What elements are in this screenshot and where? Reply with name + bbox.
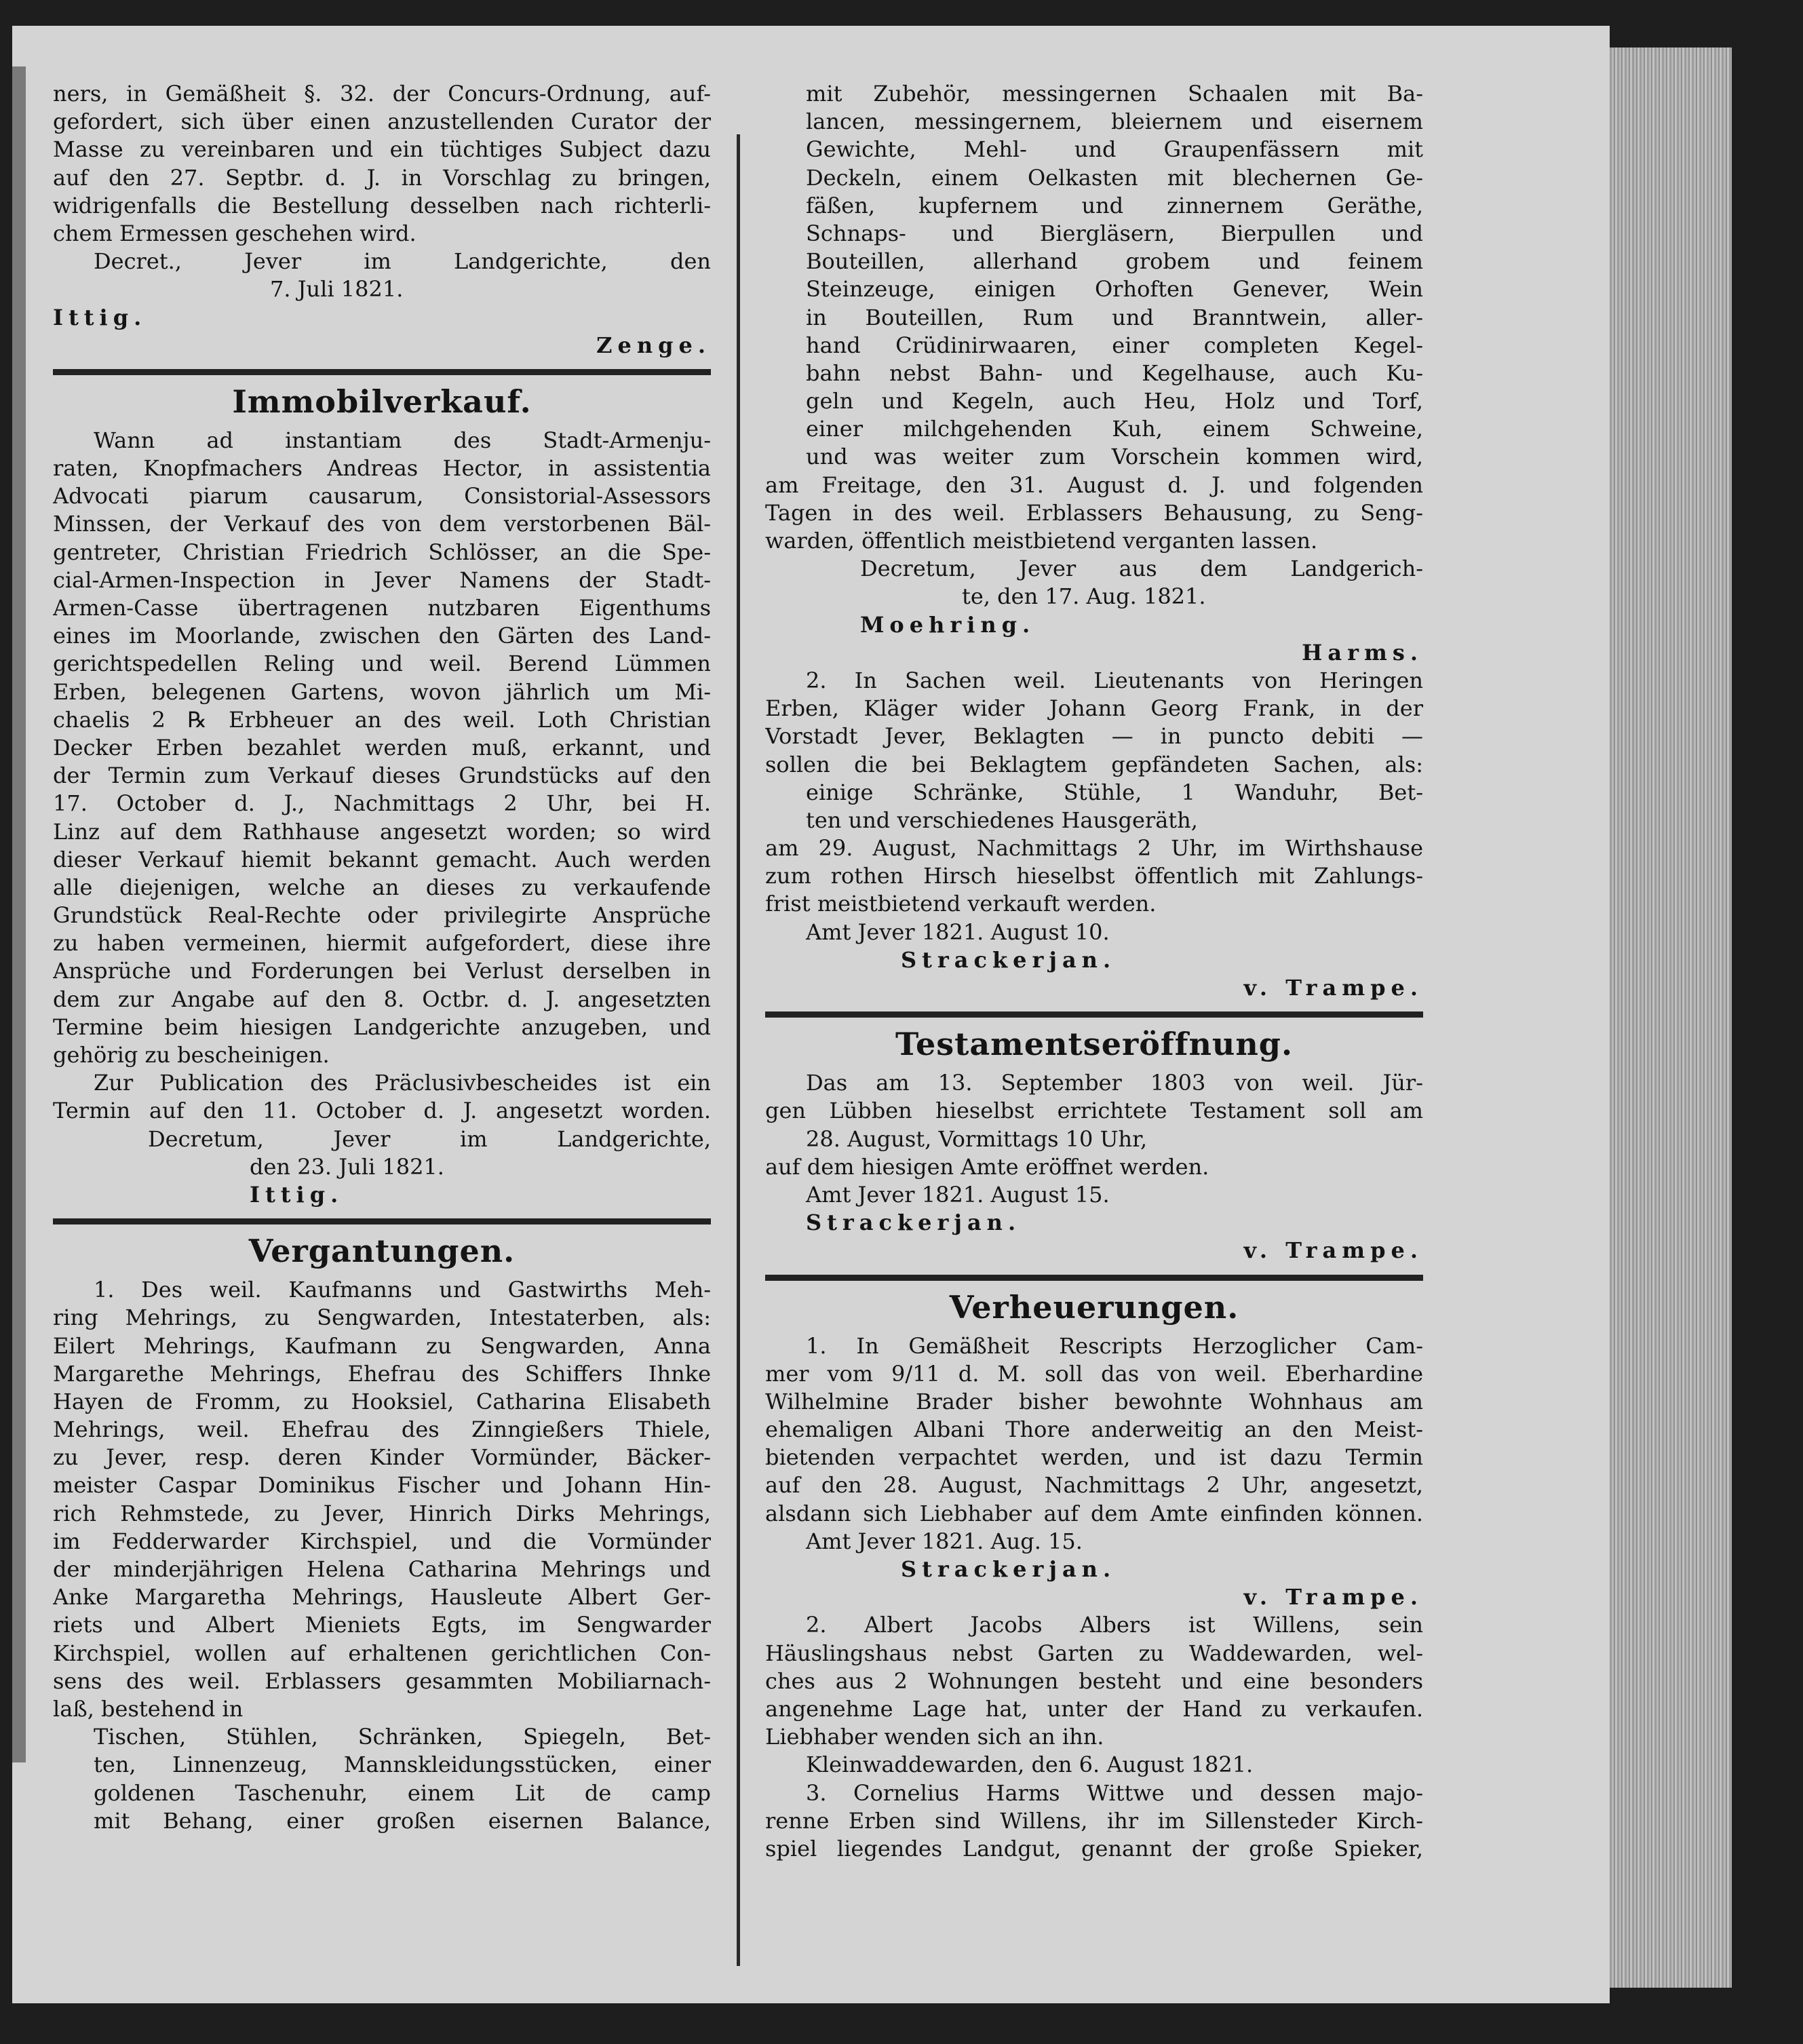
decree-date: te, den 17. Aug. 1821. bbox=[962, 583, 1206, 610]
text-line: 2. In Sachen weil. Lieutenants von Heringen bbox=[806, 667, 1423, 693]
signature: Moehring. bbox=[860, 611, 1036, 638]
text-line: frist meistbietend verkauft werden. bbox=[765, 891, 1157, 917]
decree-line: Decretum, Jever aus dem Landgerich- bbox=[860, 556, 1423, 582]
item-line: goldenen Taschenuhr, einem Lit de camp bbox=[94, 1779, 711, 1806]
notice-item-2 bbox=[765, 667, 1423, 1002]
text-line: Wann ad instantiam des Stadt-Armenju- bbox=[94, 427, 711, 453]
text-line: Eilert Mehrings, Kaufmann zu Sengwarden, Anna bbox=[53, 1332, 711, 1359]
text-line: chaelis 2 ℞ Erbheuer an des weil. Loth Christian bbox=[53, 706, 711, 733]
book-page-edges bbox=[1610, 47, 1732, 1988]
text-line: Hayen de Fromm, zu Hooksiel, Catharina Elisabeth bbox=[53, 1388, 711, 1414]
item-line: Gewichte, Mehl- und Graupenfässern mit bbox=[806, 136, 1423, 163]
text-line: eines im Moorlande, zwischen den Gärten des Land- bbox=[53, 623, 711, 649]
text-line: auf den 28. August, Nachmittags 2 Uhr, angesetzt, bbox=[765, 1472, 1423, 1499]
section-heading: Testamentseröffnung. bbox=[895, 1026, 1293, 1063]
section-heading: Immobilverkauf. bbox=[232, 383, 532, 420]
signature: Strackerjan. bbox=[901, 1556, 1117, 1582]
item-line: Deckeln, einem Oelkasten mit blechernen Ge- bbox=[806, 164, 1423, 191]
signature: Ittig. bbox=[250, 1181, 344, 1208]
text-line: Anke Margaretha Mehrings, Hausleute Albert Ger- bbox=[53, 1584, 711, 1611]
item-line: Schnaps- und Biergläsern, Bierpullen und bbox=[806, 220, 1423, 246]
column-divider bbox=[737, 134, 740, 1966]
office-line: Amt Jever 1821. August 15. bbox=[806, 1181, 1110, 1208]
text-line: der Termin zum Verkauf dieses Grundstücks auf den bbox=[53, 763, 711, 789]
text-line: Mehrings, weil. Ehefrau des Zinngießers Thiele, bbox=[53, 1416, 711, 1443]
item-line: einige Schränke, Stühle, 1 Wanduhr, Bet- bbox=[806, 779, 1423, 805]
text-line: auf dem hiesigen Amte eröffnet werden. bbox=[765, 1153, 1209, 1180]
signature: v. Trampe. bbox=[1243, 1584, 1423, 1611]
text-line: rich Rehmstede, zu Jever, Hinrich Dirks Mehrings, bbox=[53, 1500, 711, 1526]
text-line: Advocati piarum causarum, Consistorial-Assessors bbox=[53, 483, 711, 509]
decree-line: Decret., Jever im Landgerichte, den bbox=[94, 248, 711, 275]
text-line: dem zur Angabe auf den 8. Octbr. d. J. angesetzten bbox=[53, 986, 711, 1012]
section-verheuerungen bbox=[765, 1288, 1423, 1864]
signature: Zenge. bbox=[596, 332, 711, 358]
text-line: 1. In Gemäßheit Rescripts Herzoglicher Cam- bbox=[806, 1332, 1423, 1359]
text-line: Vorstadt Jever, Beklagten — in puncto debiti — bbox=[765, 723, 1423, 750]
text-line: auf den 27. Septbr. d. J. in Vorschlag zu bringen, bbox=[53, 164, 711, 191]
section-heading: Verheuerungen. bbox=[949, 1288, 1239, 1326]
text-line: raten, Knopfmachers Andreas Hector, in assistentia bbox=[53, 455, 711, 482]
text-line: alle diejenigen, welche an dieses zu verkaufende bbox=[53, 874, 711, 900]
text-line: mer vom 9/11 d. M. soll das von weil. Eberhardine bbox=[765, 1360, 1423, 1387]
item-line: einer milchgehenden Kuh, einem Schweine, bbox=[806, 416, 1423, 442]
section-testamentseroeffnung bbox=[765, 1024, 1423, 1265]
text-line: ners, in Gemäßheit §. 32. der Concurs-Ordnung, auf- bbox=[53, 81, 711, 107]
text-line: Termine beim hiesigen Landgerichte anzugeben, und bbox=[53, 1014, 711, 1040]
text-line: Armen-Casse übertragenen nutzbaren Eigenthums bbox=[53, 595, 711, 621]
left-column bbox=[53, 80, 711, 1835]
section-vergantungen bbox=[53, 1231, 711, 1835]
item-line: Bouteillen, allerhand grobem und feinem bbox=[806, 248, 1423, 275]
text-line: angenehme Lage hat, unter der Hand zu verkaufen. bbox=[765, 1695, 1423, 1722]
signature: v. Trampe. bbox=[1243, 975, 1423, 1001]
text-line: im Fedderwarder Kirchspiel, und die Vormünder bbox=[53, 1528, 711, 1554]
intro-paragraph bbox=[53, 80, 711, 248]
text-line: Termin auf den 11. October d. J. angesetzt worden. bbox=[53, 1098, 711, 1124]
text-line: Häuslingshaus nebst Garten zu Waddewarden, wel- bbox=[765, 1640, 1423, 1666]
section-rule bbox=[53, 369, 711, 375]
text-line: gentreter, Christian Friedrich Schlösser, an die Spe- bbox=[53, 539, 711, 565]
item-line: fäßen, kupfernem und zinnernem Geräthe, bbox=[806, 192, 1423, 218]
item-line: in Bouteillen, Rum und Branntwein, aller- bbox=[806, 304, 1423, 330]
text-line: renne Erben sind Willens, ihr im Sillensteder Kirch- bbox=[765, 1807, 1423, 1834]
text-line: 1. Des weil. Kaufmanns und Gastwirths Meh- bbox=[94, 1277, 711, 1303]
text-line: laß, bestehend in bbox=[53, 1695, 244, 1722]
text-line: sens des weil. Erblassers gesammten Mobiliarnach- bbox=[53, 1667, 711, 1694]
item-line: ten und verschiedenes Hausgeräth, bbox=[806, 807, 1198, 833]
text-line: Margarethe Mehrings, Ehefrau des Schiffers Ihnke bbox=[53, 1360, 711, 1387]
section-rule bbox=[765, 1275, 1423, 1281]
section-rule bbox=[53, 1218, 711, 1225]
text-line: zu haben vermeinen, hiermit aufgefordert, diese ihre bbox=[53, 930, 711, 957]
text-line: Das am 13. September 1803 von weil. Jür- bbox=[806, 1070, 1423, 1096]
text-line: zum rothen Hirsch hieselbst öffentlich mit Zahlungs- bbox=[765, 863, 1423, 889]
page-shadow-strip bbox=[12, 66, 26, 1762]
item-line: geln und Kegeln, auch Heu, Holz und Torf, bbox=[806, 388, 1423, 414]
signature: Strackerjan. bbox=[806, 1210, 1022, 1236]
text-line: Minssen, der Verkauf des von dem verstorbenen Bäl- bbox=[53, 511, 711, 537]
item-line: lancen, messingernem, bleiernem und eisernem bbox=[806, 109, 1423, 135]
item-line: hand Crüdinirwaaren, einer completen Kegel- bbox=[806, 332, 1423, 358]
text-line: meister Caspar Dominikus Fischer und Johann Hin- bbox=[53, 1472, 711, 1499]
text-line: 2. Albert Jacobs Albers ist Willens, sein bbox=[806, 1612, 1423, 1638]
text-line: Liebhaber wenden sich an ihn. bbox=[765, 1724, 1104, 1750]
right-column bbox=[765, 80, 1423, 1863]
text-line: cial-Armen-Inspection in Jever Namens der Stadt- bbox=[53, 566, 711, 593]
decree-date: 7. Juli 1821. bbox=[270, 276, 404, 303]
text-line: Ansprüche und Forderungen bei Verlust derselben in bbox=[53, 958, 711, 984]
section-rule bbox=[765, 1011, 1423, 1018]
item-line: Tischen, Stühlen, Schränken, Spiegeln, Bet- bbox=[94, 1724, 711, 1750]
text-line: warden, öffentlich meistbietend verganten lassen. bbox=[765, 528, 1318, 554]
text-line: Zur Publication des Präclusivbescheides ist ein bbox=[94, 1070, 711, 1096]
text-line: Decker Erben bezahlet werden muß, erkannt, und bbox=[53, 734, 711, 760]
item-line: ten, Linnenzeug, Mannskleidungsstücken, einer bbox=[94, 1752, 711, 1778]
text-line: ehemaligen Albani Thore anderweitig an den Meist- bbox=[765, 1416, 1423, 1443]
text-line: gerichtspedellen Reling und weil. Berend Lümmen bbox=[53, 651, 711, 677]
item-line: Steinzeuge, einigen Orhoften Genever, Wein bbox=[806, 276, 1423, 303]
text-line: riets und Albert Mieniets Egts, im Sengwarder bbox=[53, 1612, 711, 1638]
text-line: spiel liegendes Landgut, genannt der große Spieker, bbox=[765, 1835, 1423, 1862]
text-line: Tagen in des weil. Erblassers Behausung, zu Seng- bbox=[765, 499, 1423, 526]
section-immobilverkauf bbox=[53, 382, 711, 1209]
item-line: bahn nebst Bahn- und Kegelhause, auch Ku- bbox=[806, 360, 1423, 386]
office-line: Amt Jever 1821. Aug. 15. bbox=[806, 1528, 1083, 1554]
text-line: der minderjährigen Helena Catharina Mehrings und bbox=[53, 1556, 711, 1582]
item-line: mit Behang, einer großen eisernen Balance, bbox=[94, 1807, 711, 1834]
signature: Strackerjan. bbox=[901, 946, 1117, 973]
newspaper-page bbox=[12, 26, 1610, 2003]
text-line: ches aus 2 Wohnungen besteht und eine besonders bbox=[765, 1667, 1423, 1694]
text-line: am Freitage, den 31. August d. J. und folgenden bbox=[765, 471, 1423, 498]
text-line: 17. October d. J., Nachmittags 2 Uhr, bei H. bbox=[53, 790, 711, 817]
text-line: alsdann sich Liebhaber auf dem Amte einfinden können. bbox=[765, 1500, 1423, 1526]
text-line: 3. Cornelius Harms Wittwe und dessen majo- bbox=[806, 1779, 1423, 1806]
office-line: Amt Jever 1821. August 10. bbox=[806, 919, 1110, 945]
section-heading: Vergantungen. bbox=[248, 1233, 516, 1270]
text-line: gen Lübben hieselbst errichtete Testament soll am bbox=[765, 1098, 1423, 1124]
text-line: bietenden verpachtet werden, und ist dazu Termin bbox=[765, 1444, 1423, 1471]
text-line: Grundstück Real-Rechte oder privilegirte Ansprüche bbox=[53, 902, 711, 929]
item-line: und was weiter zum Vorschein kommen wird, bbox=[806, 444, 1423, 470]
decree-line: Decretum, Jever im Landgerichte, bbox=[148, 1125, 711, 1152]
text-line: Masse zu vereinbaren und ein tüchtiges Subject dazu bbox=[53, 136, 711, 163]
text-line: dieser Verkauf hiemit bekannt gemacht. Auch werden bbox=[53, 846, 711, 872]
text-line: gefordert, sich über einen anzustellenden Curator der bbox=[53, 109, 711, 135]
signature: v. Trampe. bbox=[1243, 1237, 1423, 1264]
text-line: 28. August, Vormittags 10 Uhr, bbox=[806, 1125, 1148, 1152]
text-line: ring Mehrings, zu Sengwarden, Intestaterben, als: bbox=[53, 1305, 711, 1331]
item-line: mit Zubehör, messingernen Schaalen mit Ba- bbox=[806, 81, 1423, 107]
signature: Ittig. bbox=[53, 304, 147, 330]
text-line: sollen die bei Beklagtem gepfändeten Sachen, als: bbox=[765, 751, 1423, 777]
place-date-line: Kleinwaddewarden, den 6. August 1821. bbox=[806, 1752, 1254, 1778]
text-line: Erben, Kläger wider Johann Georg Frank, in der bbox=[765, 695, 1423, 722]
text-line: Linz auf dem Rathhause angesetzt worden; so wird bbox=[53, 818, 711, 845]
text-line: Wilhelmine Brader bisher bewohnte Wohnhaus am bbox=[765, 1388, 1423, 1414]
text-line: gehörig zu bescheinigen. bbox=[53, 1042, 330, 1068]
decree-date: den 23. Juli 1821. bbox=[250, 1153, 444, 1180]
text-line: Erben, belegenen Gartens, wovon jährlich um Mi- bbox=[53, 678, 711, 705]
vergantungen-continuation bbox=[765, 80, 1423, 667]
text-line: Kirchspiel, wollen auf erhaltenen gerichtlichen Con- bbox=[53, 1640, 711, 1666]
signature: Harms. bbox=[1302, 639, 1423, 666]
text-line: chem Ermessen geschehen wird. bbox=[53, 220, 416, 246]
text-line: zu Jever, resp. deren Kinder Vormünder, Bäcker- bbox=[53, 1444, 711, 1471]
text-line: am 29. August, Nachmittags 2 Uhr, im Wirthshause bbox=[765, 835, 1423, 862]
text-line: widrigenfalls die Bestellung desselben nach richterli- bbox=[53, 192, 711, 218]
